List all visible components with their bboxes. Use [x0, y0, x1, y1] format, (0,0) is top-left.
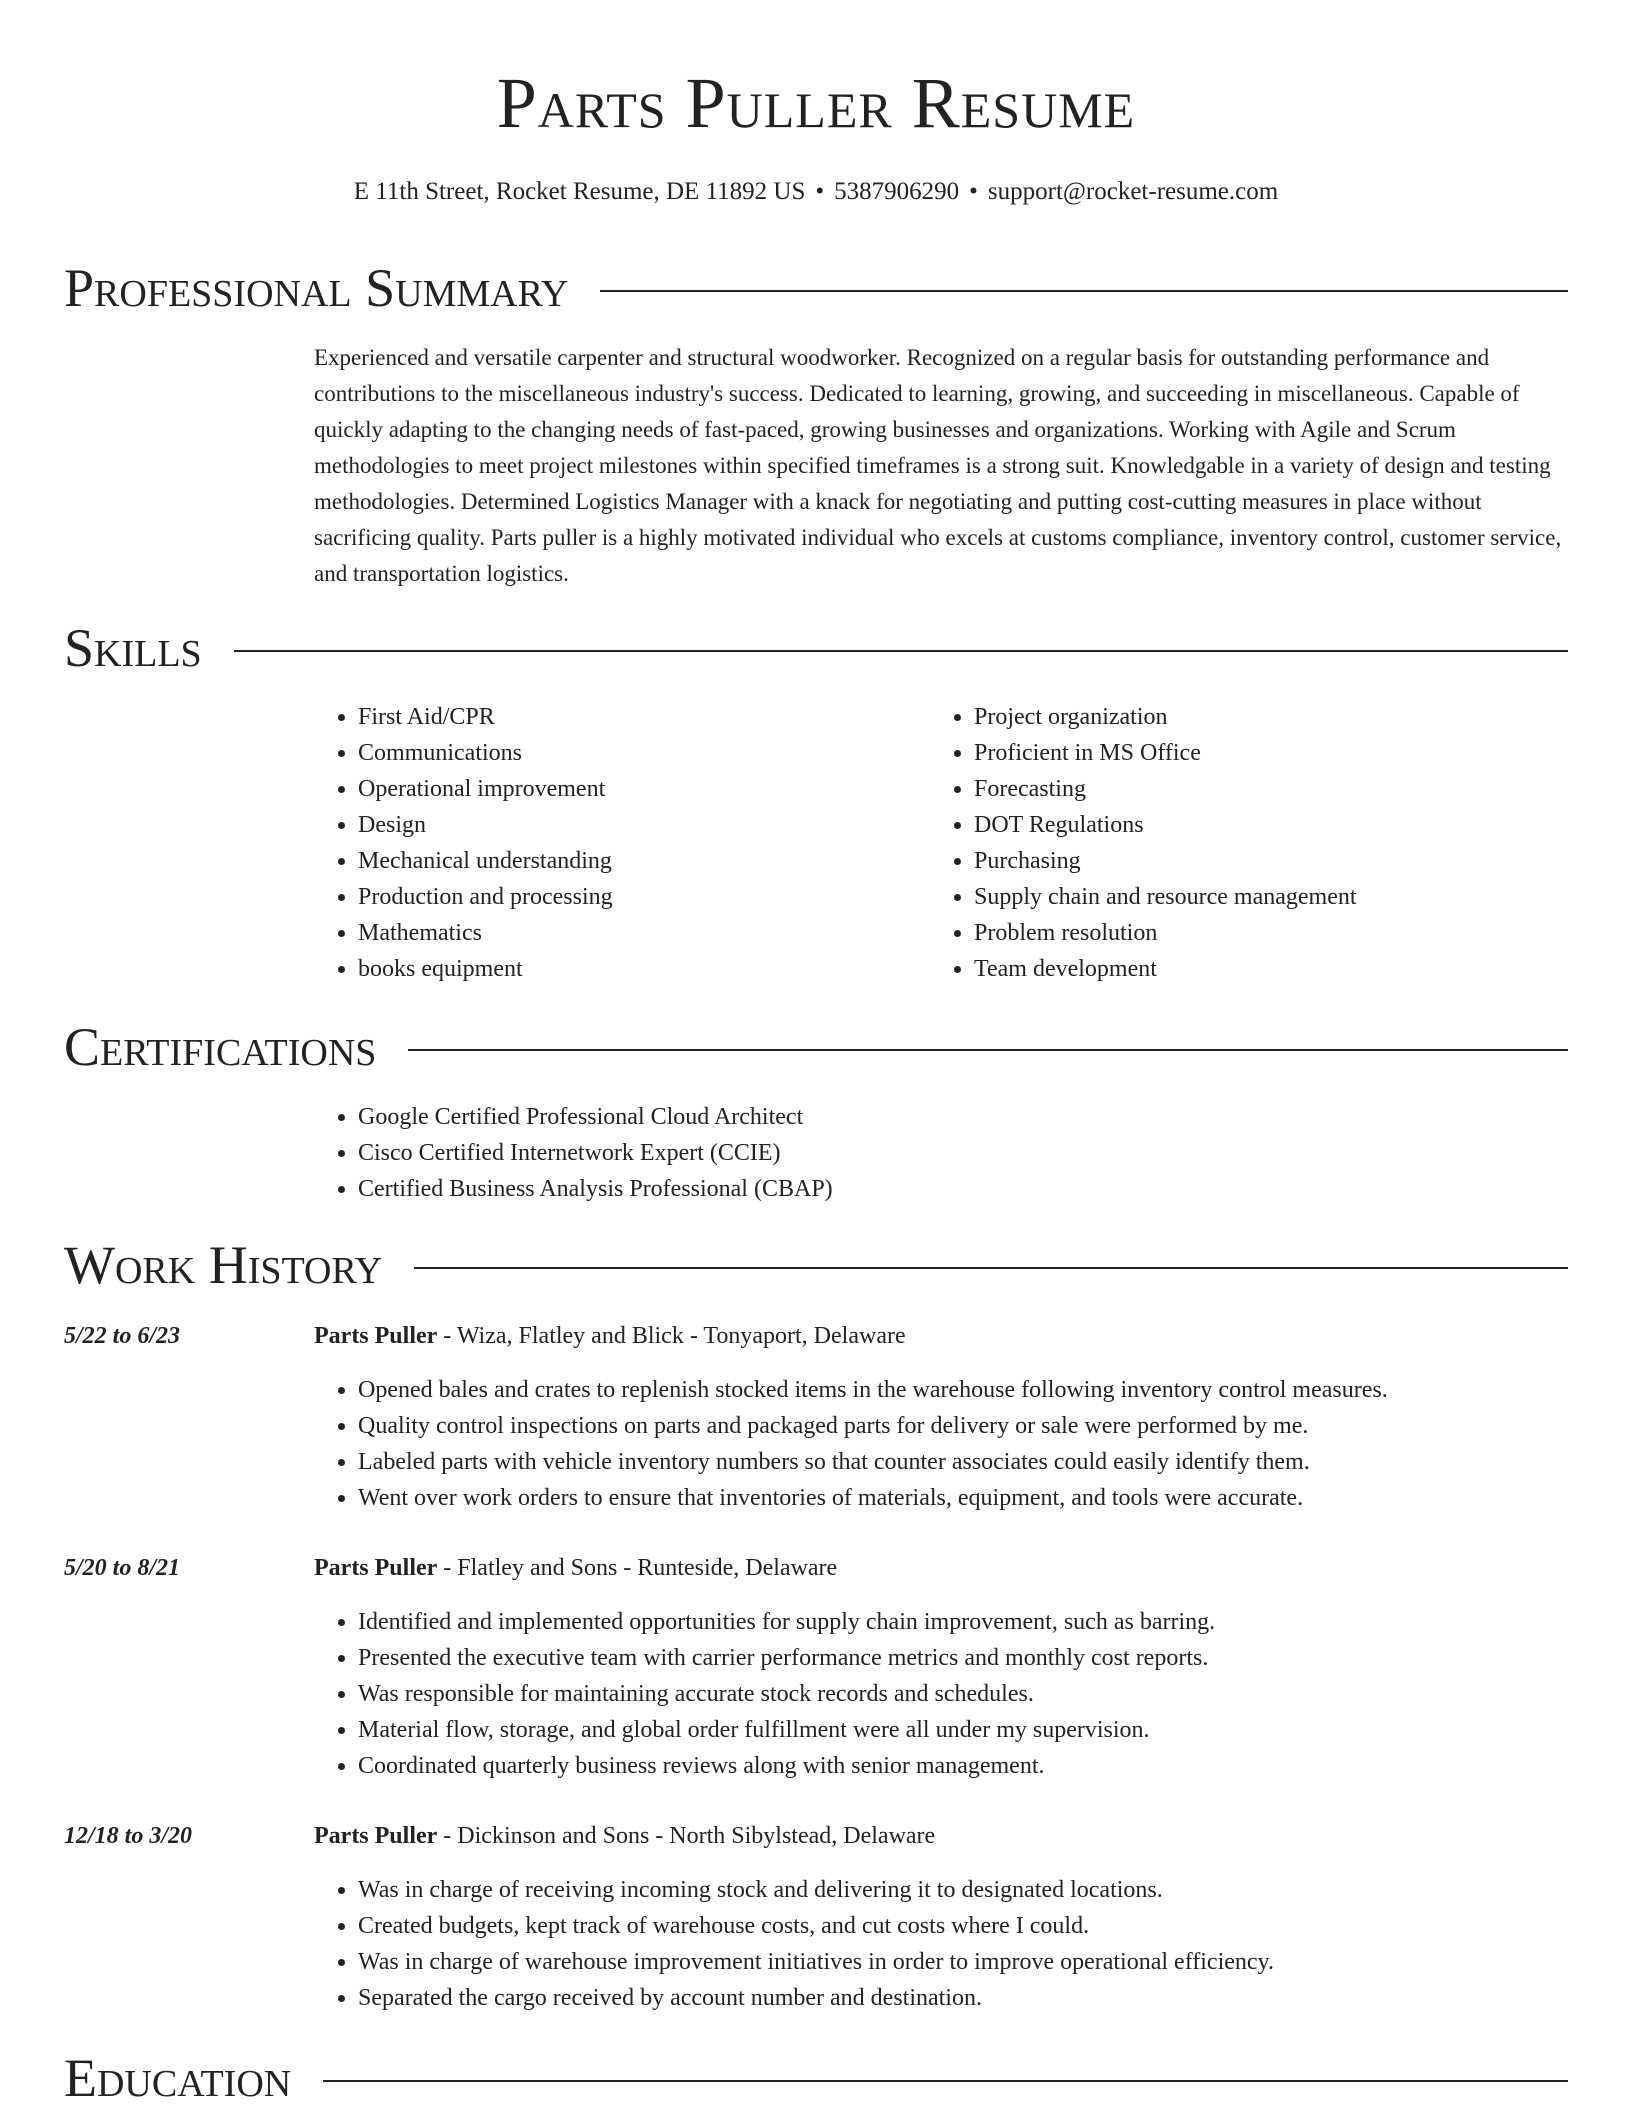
list-item: • Team development — [974, 951, 1594, 987]
list-item: • Created budgets, kept track of warehouse costs, and cut costs where I could. — [358, 1908, 1608, 1944]
list-item: • Production and processing — [358, 879, 918, 915]
section-certifications-header — [64, 1017, 1568, 1077]
divider — [600, 290, 1568, 292]
divider — [408, 1049, 1568, 1051]
email: support@rocket-resume.com — [987, 178, 1279, 205]
list-item: • Mechanical understanding — [358, 843, 918, 879]
phone: 5387906290 — [834, 178, 960, 205]
list-item: • Google Certified Professional Cloud Architect — [358, 1099, 1558, 1135]
address: E 11th Street, Rocket Resume, DE 11892 US — [353, 178, 806, 205]
skills-list-right — [930, 699, 1594, 987]
job-title: Parts Puller — [314, 1555, 438, 1581]
separator: • — [969, 178, 978, 205]
list-item: • Was responsible for maintaining accurate stock records and schedules. — [358, 1676, 1608, 1712]
list-item: • Purchasing — [974, 843, 1594, 879]
list-item: • Opened bales and crates to replenish stocked items in the warehouse following inventory control measures. — [358, 1372, 1608, 1408]
job-dates: 12/18 to 3/20 — [64, 1823, 193, 1849]
list-item: • Communications — [358, 735, 918, 771]
divider — [234, 650, 1568, 652]
job-heading — [314, 1818, 935, 1854]
section-heading: Work History — [64, 1235, 383, 1295]
list-item: • Was in charge of receiving incoming stock and delivering it to designated locations. — [358, 1872, 1608, 1908]
list-item: • Operational improvement — [358, 771, 918, 807]
list-item: • Cisco Certified Internetwork Expert (CCIE) — [358, 1135, 1558, 1171]
list-item: • books equipment — [358, 951, 918, 987]
job-bullets — [314, 1872, 1608, 2016]
skills-list-left — [314, 699, 918, 987]
list-item: • Labeled parts with vehicle inventory numbers so that counter associates could easily identify them. — [358, 1444, 1608, 1480]
section-education-header — [64, 2048, 1568, 2108]
summary-text: Experienced and versatile carpenter and structural woodworker. Recognized on a regular basis for outstanding performance and contributions to the miscellaneous industry's success. Dedicated to learning, growing, and succeeding in miscellaneous. Capable of quickly adapting to the changing needs of fast-paced, growing businesses and organizations. Working with Agile and Scrum methodologies to meet project milestones within specified timeframes is a strong suit. Knowledgable in a variety of design and testing methodologies. Determined Logistics Manager with a knack for negotiating and putting cost-cutting measures in place without sacrificing quality. Parts puller is a highly motivated individual who excels at customs compliance, inventory control, customer service, and transportation logistics. — [314, 345, 1562, 586]
section-heading: Skills — [64, 618, 202, 678]
list-item: • Was in charge of warehouse improvement initiatives in order to improve operational efficiency. — [358, 1944, 1608, 1980]
job-dates: 5/22 to 6/23 — [64, 1323, 181, 1349]
job-title: Parts Puller — [314, 1823, 438, 1849]
divider — [323, 2080, 1568, 2082]
certifications-list — [314, 1099, 1558, 1207]
list-item: • Supply chain and resource management — [974, 879, 1594, 915]
list-item: • Identified and implemented opportunities for supply chain improvement, such as barring. — [358, 1604, 1608, 1640]
list-item: • Quality control inspections on parts and packaged parts for delivery or sale were performed by me. — [358, 1408, 1608, 1444]
job-heading — [314, 1550, 837, 1586]
job-title: Parts Puller — [314, 1323, 438, 1349]
job-heading — [314, 1318, 906, 1354]
list-item: • Problem resolution — [974, 915, 1594, 951]
list-item: • Design — [358, 807, 918, 843]
list-item: • Certified Business Analysis Professional (CBAP) — [358, 1171, 1558, 1207]
list-item: • Presented the executive team with carrier performance metrics and monthly cost reports. — [358, 1640, 1608, 1676]
section-heading: Professional Summary — [64, 258, 569, 318]
job-bullets — [314, 1604, 1608, 1784]
job-details: - Flatley and Sons - Runteside, Delaware — [437, 1555, 838, 1581]
list-item: • Separated the cargo received by account number and destination. — [358, 1980, 1608, 2016]
list-item: • First Aid/CPR — [358, 699, 918, 735]
section-work-header — [64, 1235, 1568, 1295]
page-title: Parts Puller Resume — [496, 63, 1136, 143]
separator: • — [815, 178, 825, 205]
list-item: • Mathematics — [358, 915, 918, 951]
section-summary-header — [64, 258, 1568, 318]
list-item: • DOT Regulations — [974, 807, 1594, 843]
list-item: • Project organization — [974, 699, 1594, 735]
job-dates: 5/20 to 8/21 — [64, 1555, 181, 1581]
section-heading: Education — [64, 2048, 292, 2108]
job-details: - Dickinson and Sons - North Sibylstead, Delaware — [437, 1823, 936, 1849]
list-item: • Forecasting — [974, 771, 1594, 807]
contact-line — [0, 175, 1632, 209]
section-heading: Certifications — [64, 1017, 377, 1077]
list-item: • Proficient in MS Office — [974, 735, 1594, 771]
job-details: - Wiza, Flatley and Blick - Tonyaport, Delaware — [437, 1323, 906, 1349]
section-skills-header — [64, 618, 1568, 678]
list-item: • Material flow, storage, and global order fulfillment were all under my supervision. — [358, 1712, 1608, 1748]
list-item: • Coordinated quarterly business reviews along with senior management. — [358, 1748, 1608, 1784]
job-bullets — [314, 1372, 1608, 1516]
list-item: • Went over work orders to ensure that inventories of materials, equipment, and tools were accurate. — [358, 1480, 1608, 1516]
divider — [414, 1267, 1568, 1269]
